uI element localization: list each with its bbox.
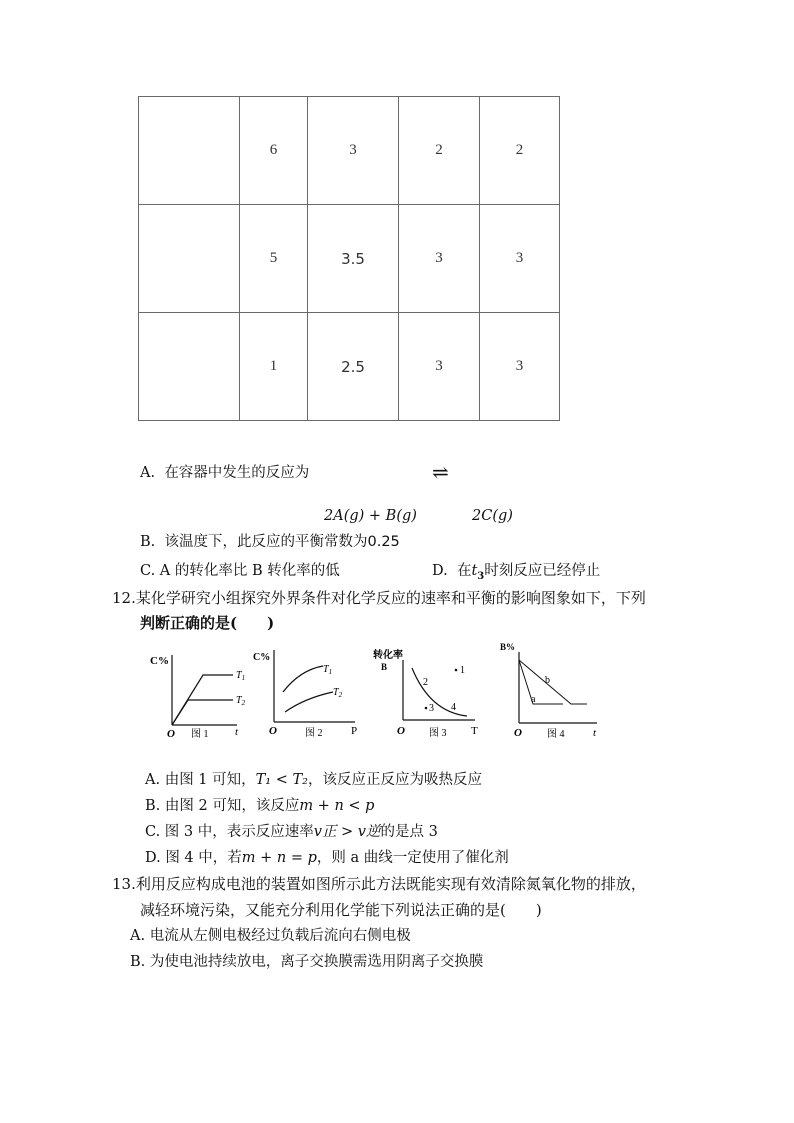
q12-option-a: A. 由图 1 可知，T₁ < T₂，该反应正反应为吸热反应 (145, 772, 482, 788)
table-cell: 5 (240, 205, 308, 313)
q11-option-a: A. 在容器中发生的反应为 (140, 465, 310, 481)
graph4-origin: O (514, 727, 522, 739)
equation-reactants: 2A(g) + B(g) (324, 508, 417, 524)
graph2-label-t2: $T_2$ (333, 687, 343, 699)
graph4-ylabel: B% (500, 642, 516, 652)
graph1-caption: 图 1 (191, 729, 209, 740)
graph2-curve-t2 (285, 692, 333, 712)
graph2-curve-t1 (283, 666, 323, 692)
graph4-curve-b (519, 660, 587, 704)
table-cell: 3.5 (308, 205, 399, 313)
table-cell: 2 (480, 97, 560, 205)
table-cell (139, 313, 240, 421)
table-cell: 6 (240, 97, 308, 205)
table-cell: 2.5 (308, 313, 399, 421)
q13-option-a: A. 电流从左侧电极经过负载后流向右侧电极 (130, 928, 411, 944)
q12-option-c: C. 图 3 中，表示反应速率v正 > v逆的是点 3 (145, 824, 438, 840)
table-row (139, 205, 560, 313)
graph3-point-1 (455, 669, 458, 672)
equilibrium-arrow-icon: ⇌ (432, 460, 449, 484)
graph3-origin: O (397, 725, 405, 737)
graph3-point-3 (425, 707, 428, 710)
graph2-label-t1: $T_1$ (323, 664, 333, 676)
graph4-curve-a (519, 660, 563, 704)
graph-4 (500, 642, 597, 740)
q13-option-b: B. 为使电池持续放电，离子交换膜需选用阴离子交换膜 (130, 954, 484, 970)
graph3-label-2: 2 (423, 677, 428, 688)
table-cell: 3 (399, 313, 480, 421)
graph-3 (373, 648, 478, 739)
q13-stem-line1: 13.利用反应构成电池的装置如图所示此方法既能实现有效清除氮氧化物的排放， (112, 875, 646, 893)
graph3-label-1: 1 (460, 665, 465, 676)
graph3-ylabel-b: B (381, 662, 388, 672)
table-cell (139, 205, 240, 313)
q12-graphs (145, 640, 615, 745)
table-cell: 3 (480, 205, 560, 313)
q11-option-b: B. 该温度下，此反应的平衡常数为0.25 (140, 534, 400, 550)
graph2-origin: O (269, 725, 277, 737)
table-cell: 3 (480, 313, 560, 421)
equation-products: 2C(g) (472, 508, 513, 524)
table-cell: 2 (399, 97, 480, 205)
q11-option-c: C. A 的转化率比 B 转化率的低 (140, 563, 340, 579)
graph4-label-b: b (545, 675, 550, 686)
graph4-caption: 图 4 (547, 729, 565, 740)
graph-1 (150, 655, 246, 740)
graph2-caption: 图 2 (305, 728, 323, 739)
graph1-origin: O (167, 728, 175, 740)
graph1-curve-t2 (172, 700, 233, 725)
q12-stem-line1: 12.某化学研究小组探究外界条件对化学反应的速率和平衡的影响图象如下，下列 (112, 589, 646, 607)
graph1-xlabel: t (235, 726, 239, 738)
table-row (139, 313, 560, 421)
q13-stem-line2: 减轻环境污染，又能充分利用化学能下列说法正确的是( ) (140, 901, 542, 919)
table-row (139, 97, 560, 205)
table-cell (139, 97, 240, 205)
graph4-label-a: a (531, 694, 536, 705)
table-cell: 3 (308, 97, 399, 205)
q12-option-d: D. 图 4 中，若m + n = p，则 a 曲线一定使用了催化剂 (145, 850, 509, 866)
graph2-xlabel: P (351, 725, 358, 737)
graph4-xlabel: t (593, 727, 597, 739)
table-cell: 3 (399, 205, 480, 313)
data-table (138, 96, 560, 421)
q12-option-b: B. 由图 2 可知，该反应m + n < p (145, 798, 375, 814)
graph1-label-t2: $T_2$ (236, 695, 246, 707)
graph3-xlabel: T (471, 725, 478, 737)
graph2-ylabel: C% (253, 652, 271, 663)
graph3-curve (412, 668, 467, 716)
graph3-label-4: 4 (451, 702, 456, 713)
graph3-label-3: 3 (429, 703, 434, 714)
q12-stem-line2: 判断正确的是( ) (140, 614, 275, 632)
graph1-ylabel: C% (150, 655, 169, 667)
graph-2 (253, 650, 357, 739)
q11-option-d: D. 在$t_3$时刻反应已经停止 (432, 563, 601, 582)
graph1-label-t1: $T_1$ (236, 670, 246, 682)
table-cell: 1 (240, 313, 308, 421)
graph3-ylabel: 转化率 (373, 650, 403, 661)
graph3-caption: 图 3 (429, 728, 447, 739)
